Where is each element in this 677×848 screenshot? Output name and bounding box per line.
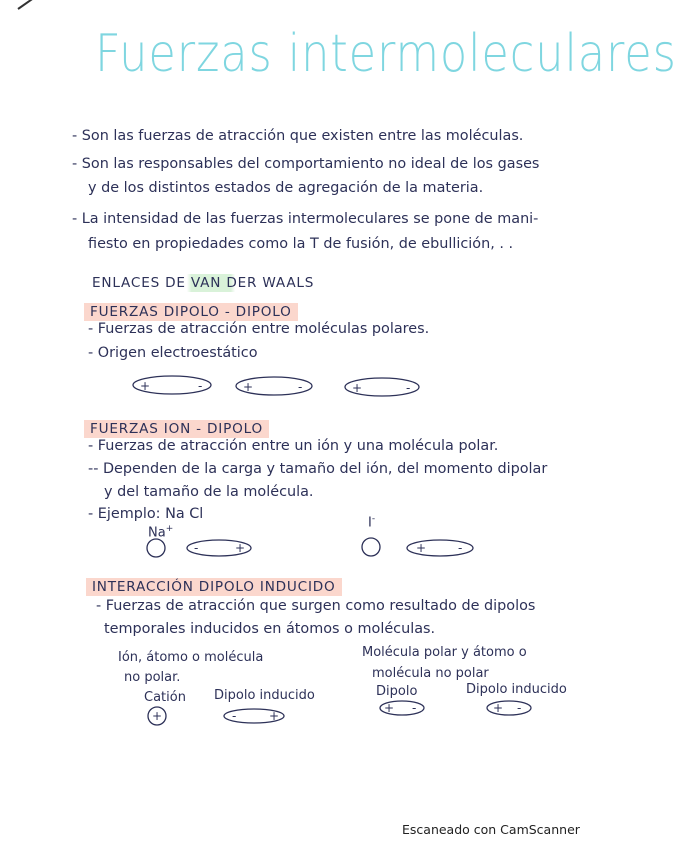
label-induced-right: Dipolo inducido: [466, 682, 567, 697]
charge-plus: +: [493, 701, 504, 715]
charge-minus: -: [406, 381, 411, 395]
dipolo-line-2: - Origen electroestático: [88, 345, 258, 361]
anion-label: [368, 514, 375, 531]
anion-charge: -: [371, 514, 376, 524]
anion-symbol: I: [368, 515, 372, 531]
charge-plus: +: [269, 709, 280, 723]
charge-plus: +: [384, 701, 395, 715]
dipolo-line-1: - Fuerzas de atracción entre moléculas polares.: [88, 321, 430, 337]
cation-symbol: Na: [148, 525, 166, 541]
ion-line-3: y del tamaño de la molécula.: [104, 484, 314, 500]
left-label-1: Ión, átomo o molécula: [118, 650, 264, 665]
label-induced-left: Dipolo inducido: [214, 688, 315, 703]
charge-minus: -: [412, 701, 417, 715]
heading-ion-dipolo: FUERZAS ION - DIPOLO: [84, 420, 269, 438]
anion-circle: [362, 538, 380, 556]
charge-minus: -: [517, 701, 522, 715]
cation-charge: +: [165, 524, 174, 534]
inducido-line-1: - Fuerzas de atracción que surgen como resultado de dipolos: [96, 598, 536, 614]
charge-plus: +: [416, 541, 427, 555]
left-label-2: no polar.: [124, 670, 181, 685]
section-heading-van-der-waals: ENLACES DE VAN DER WAALS: [88, 274, 318, 292]
cation-circle: [147, 539, 165, 557]
intro-line-3: y de los distintos estados de agregación de la materia.: [88, 180, 484, 196]
charge-minus: -: [198, 379, 203, 393]
label-dipole: Dipolo: [376, 684, 418, 699]
right-label-2: molécula no polar: [372, 666, 489, 681]
cation-label: [148, 524, 173, 541]
intro-line-1: - Son las fuerzas de atracción que existen entre las moléculas.: [72, 128, 524, 144]
charge-plus: +: [140, 379, 151, 393]
ion-line-4: - Ejemplo: Na Cl: [88, 506, 204, 522]
scanner-watermark: Escaneado con CamScanner: [402, 822, 580, 837]
heading-dipolo-inducido: INTERACCIÓN DIPOLO INDUCIDO: [86, 578, 342, 596]
page-title: Fuerzas intermoleculares: [95, 24, 677, 84]
inducido-line-2: temporales inducidos en átomos o moléculas.: [104, 621, 436, 637]
label-cation: Catión: [144, 690, 186, 705]
charge-minus: -: [232, 709, 237, 723]
charge-plus: +: [352, 381, 363, 395]
charge-plus: +: [235, 541, 246, 555]
ion-line-2: -- Dependen de la carga y tamaño del ión, del momento dipolar: [88, 461, 548, 477]
intro-line-4: - La intensidad de las fuerzas intermoleculares se pone de mani-: [72, 211, 539, 227]
intro-line-2: - Son las responsables del comportamiento no ideal de los gases: [72, 156, 540, 172]
ion-line-1: - Fuerzas de atracción entre un ión y una molécula polar.: [88, 438, 499, 454]
charge-minus: -: [194, 541, 199, 555]
right-label-1: Molécula polar y átomo o: [362, 645, 527, 660]
charge-minus: -: [298, 380, 303, 394]
charge-plus: +: [152, 709, 163, 723]
charge-plus: +: [243, 380, 254, 394]
heading-dipolo-dipolo: FUERZAS DIPOLO - DIPOLO: [84, 303, 298, 321]
charge-minus: -: [458, 541, 463, 555]
intro-line-5: fiesto en propiedades como la T de fusión, de ebullición, . .: [88, 236, 514, 252]
